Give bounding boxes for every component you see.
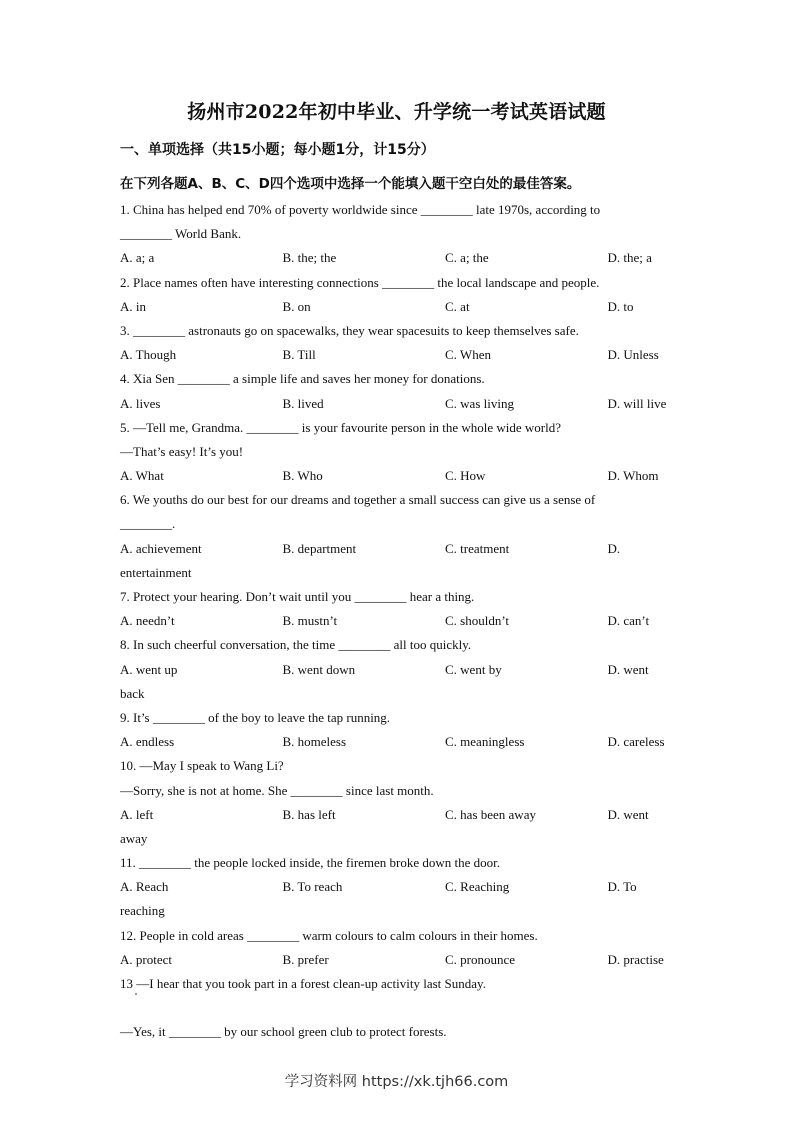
question-line: back: [120, 685, 145, 701]
page-title: 扬州市2022年初中毕业、升学统一考试英语试题: [187, 101, 606, 123]
option-c: C. shouldn’t: [445, 613, 510, 629]
option-b: B. prefer: [282, 951, 329, 967]
question-line: entertainment: [120, 564, 192, 580]
question-line: 12. People in cold areas ________ warm colours to calm colours in their homes.: [120, 927, 538, 943]
instruction-text: 在下列各题A、B、C、D四个选项中选择一个能填入题干空白处的最佳答案。: [120, 176, 581, 192]
option-d: D. went: [607, 661, 649, 677]
option-c: C. Reaching: [445, 879, 510, 895]
question-line: 13 —I hear that you took part in a forest clean-up activity last Sunday.: [120, 976, 486, 991]
option-b: B. has left: [282, 806, 336, 822]
option-b: B. homeless: [282, 734, 347, 750]
question-line: 11. ________ the people locked inside, the firemen broke down the door.: [120, 855, 501, 871]
option-c: C. went by: [445, 661, 502, 677]
question-line: 8. In such cheerful conversation, the time ________ all too quickly.: [120, 637, 472, 653]
question-line: —That’s easy! It’s you!: [120, 443, 244, 459]
option-b: B. the; the: [282, 250, 337, 266]
question-line: 1. China has helped end 70% of poverty worldwide since ________ late 1970s, according to: [120, 202, 601, 217]
option-a: A. achievement: [120, 540, 202, 556]
option-d: D. practise: [607, 951, 664, 967]
question-line: reaching: [120, 903, 165, 919]
footer-watermark: 学习资料网 https://xk.tjh66.com: [284, 1074, 509, 1090]
option-row: [120, 295, 680, 319]
option-a: A. Though: [120, 347, 177, 363]
option-row: [120, 803, 680, 827]
question-line: 9. It’s ________ of the boy to leave the tap running.: [120, 709, 391, 725]
option-d: D. Unless: [607, 347, 659, 363]
question-list: [120, 198, 680, 1045]
option-b: B. Who: [282, 468, 323, 484]
option-row: [120, 464, 680, 488]
option-c: C. How: [445, 468, 486, 484]
option-b: B. department: [282, 540, 357, 556]
option-d: D. careless: [607, 734, 665, 750]
option-row: [120, 392, 680, 416]
stray-dot: [135, 993, 137, 995]
option-row: [120, 537, 680, 561]
option-a: A. left: [120, 806, 154, 822]
option-row: [120, 658, 680, 682]
question-line: ________ World Bank.: [120, 226, 242, 242]
question-line: 5. —Tell me, Grandma. ________ is your favourite person in the whole wide world?: [120, 419, 561, 435]
option-c: C. meaningless: [445, 734, 525, 750]
question-line: —Yes, it ________ by our school green club to protect forests.: [120, 1024, 447, 1040]
option-a: A. endless: [120, 734, 175, 750]
option-a: A. lives: [120, 395, 161, 411]
option-row: [120, 730, 680, 754]
question-line: —Sorry, she is not at home. She ________ since last month.: [120, 782, 434, 798]
option-b: B. mustn’t: [282, 613, 338, 629]
question-line: 4. Xia Sen ________ a simple life and saves her money for donations.: [120, 371, 485, 387]
section-heading: 一、单项选择（共15小题；每小题1分，计15分）: [120, 142, 435, 158]
option-a: A. a; a: [120, 250, 155, 266]
option-a: A. in: [120, 298, 146, 314]
option-row: [120, 948, 680, 972]
option-d: D. Whom: [607, 468, 659, 484]
option-c: C. treatment: [445, 540, 510, 556]
option-c: C. pronounce: [445, 951, 516, 967]
question-line: 3. ________ astronauts go on spacewalks, they wear spacesuits to keep themselves safe.: [120, 322, 579, 338]
option-d: D. went: [607, 806, 649, 822]
option-d: D. will live: [607, 395, 667, 411]
option-b: B. lived: [282, 395, 324, 411]
option-row: [120, 609, 680, 633]
option-a: A. needn’t: [120, 613, 175, 629]
question-line: [120, 996, 680, 1020]
option-c: C. has been away: [445, 806, 536, 822]
option-c: C. was living: [445, 395, 514, 411]
option-a: A. went up: [120, 661, 178, 677]
option-c: C. a; the: [445, 250, 489, 266]
option-d: D. the; a: [607, 250, 652, 266]
option-a: A. Reach: [120, 879, 169, 895]
option-d: D. to: [607, 298, 634, 314]
question-line: 6. We youths do our best for our dreams and together a small success can give us a sense of: [120, 492, 596, 508]
option-row: [120, 875, 680, 899]
option-a: A. protect: [120, 951, 172, 967]
question-line: away: [120, 830, 148, 846]
option-b: B. went down: [282, 661, 356, 677]
option-d: D.: [607, 540, 621, 556]
question-line: ________.: [120, 516, 176, 532]
option-d: D. can’t: [607, 613, 650, 629]
question-line: 10. —May I speak to Wang Li?: [120, 758, 284, 774]
question-line: 7. Protect your hearing. Don’t wait until you ________ hear a thing.: [120, 589, 475, 604]
option-b: B. on: [282, 298, 311, 314]
option-b: B. To reach: [282, 879, 343, 895]
option-a: A. What: [120, 468, 164, 484]
option-b: B. Till: [282, 347, 316, 363]
option-c: C. When: [445, 347, 491, 363]
option-d: D. To: [607, 879, 637, 895]
option-row: [120, 343, 680, 367]
option-c: C. at: [445, 298, 470, 314]
question-line: 2. Place names often have interesting connections ________ the local landscape and people.: [120, 274, 600, 290]
option-row: [120, 246, 680, 270]
